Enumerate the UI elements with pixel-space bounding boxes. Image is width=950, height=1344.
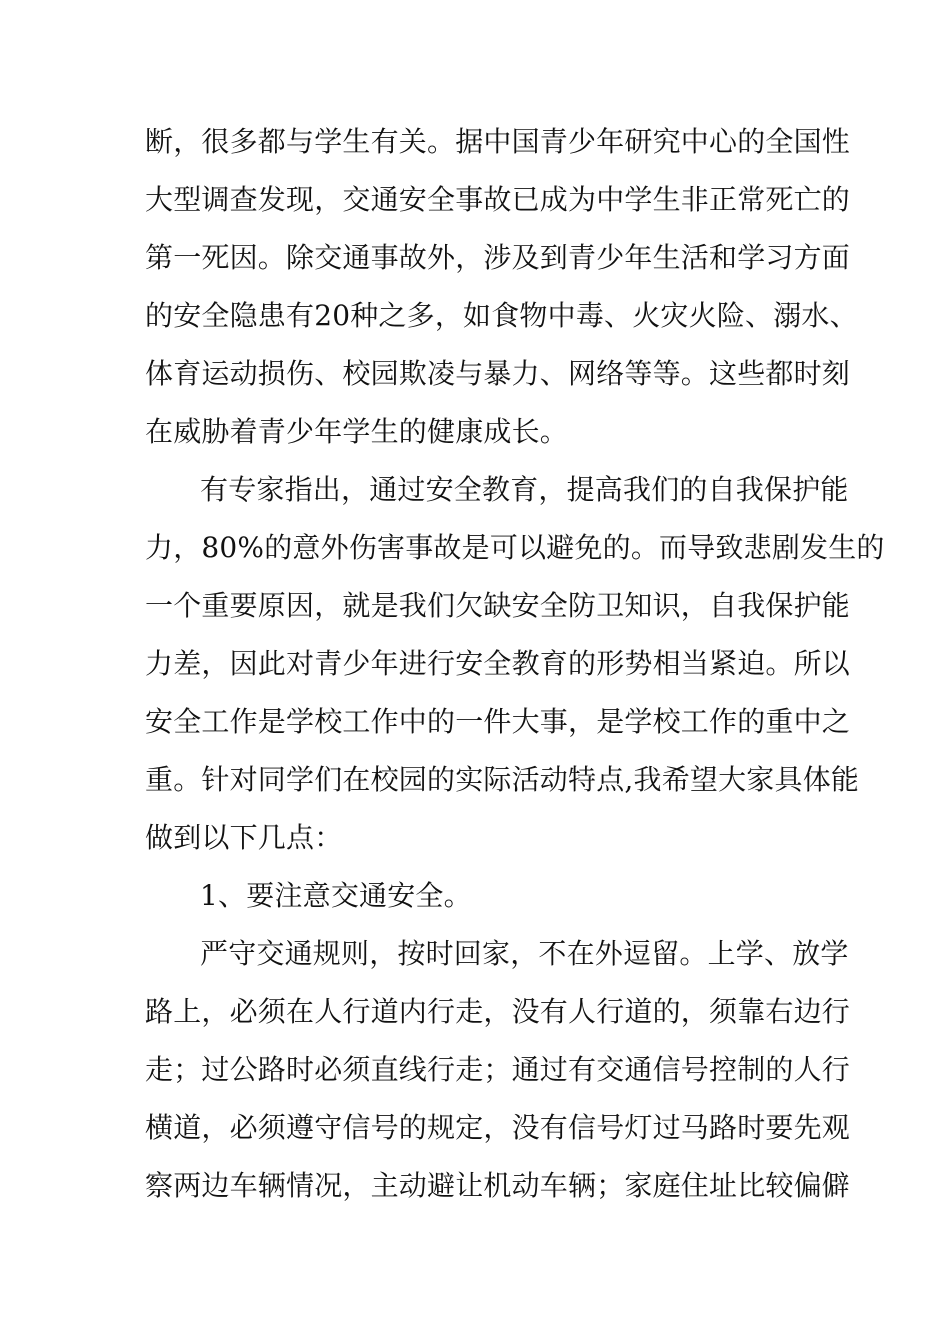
text-line: 在威胁着青少年学生的健康成长。 [145, 415, 569, 448]
text-line: 断，很多都与学生有关。据中国青少年研究中心的全国性 [145, 125, 851, 158]
text-line: 力，80%的意外伤害事故是可以避免的。而导致悲剧发生的 [145, 531, 885, 564]
text-line: 一个重要原因，就是我们欠缺安全防卫知识，自我保护能 [145, 589, 851, 622]
text-line: 察两边车辆情况，主动避让机动车辆；家庭住址比较偏僻 [145, 1169, 851, 1202]
text-line: 力差，因此对青少年进行安全教育的形势相当紧迫。所以 [145, 647, 851, 680]
text-line: 体育运动损伤、校园欺凌与暴力、网络等等。这些都时刻 [145, 357, 851, 390]
text-line: 安全工作是学校工作中的一件大事，是学校工作的重中之 [145, 705, 851, 738]
text-line: 路上，必须在人行道内行走，没有人行道的，须靠右边行 [145, 995, 851, 1028]
text-line: 走；过公路时必须直线行走；通过有交通信号控制的人行 [145, 1053, 851, 1086]
text-line: 大型调查发现，交通安全事故已成为中学生非正常死亡的 [145, 183, 851, 216]
text-line: 重。针对同学们在校园的实际活动特点,我希望大家具体能 [145, 763, 860, 796]
text-line: 做到以下几点： [145, 821, 343, 854]
paragraph-start-line: 严守交通规则，按时回家，不在外逗留。上学、放学 [200, 937, 849, 970]
paragraph-start-line: 有专家指出，通过安全教育，提高我们的自我保护能 [200, 473, 849, 506]
text-line: 横道，必须遵守信号的规定，没有信号灯过马路时要先观 [145, 1111, 851, 1144]
text-line: 第一死因。除交通事故外，涉及到青少年生活和学习方面 [145, 241, 851, 274]
list-item-heading: 1、要注意交通安全。 [200, 879, 472, 912]
text-line: 的安全隐患有20种之多，如食物中毒、火灾火险、溺水、 [145, 299, 858, 332]
